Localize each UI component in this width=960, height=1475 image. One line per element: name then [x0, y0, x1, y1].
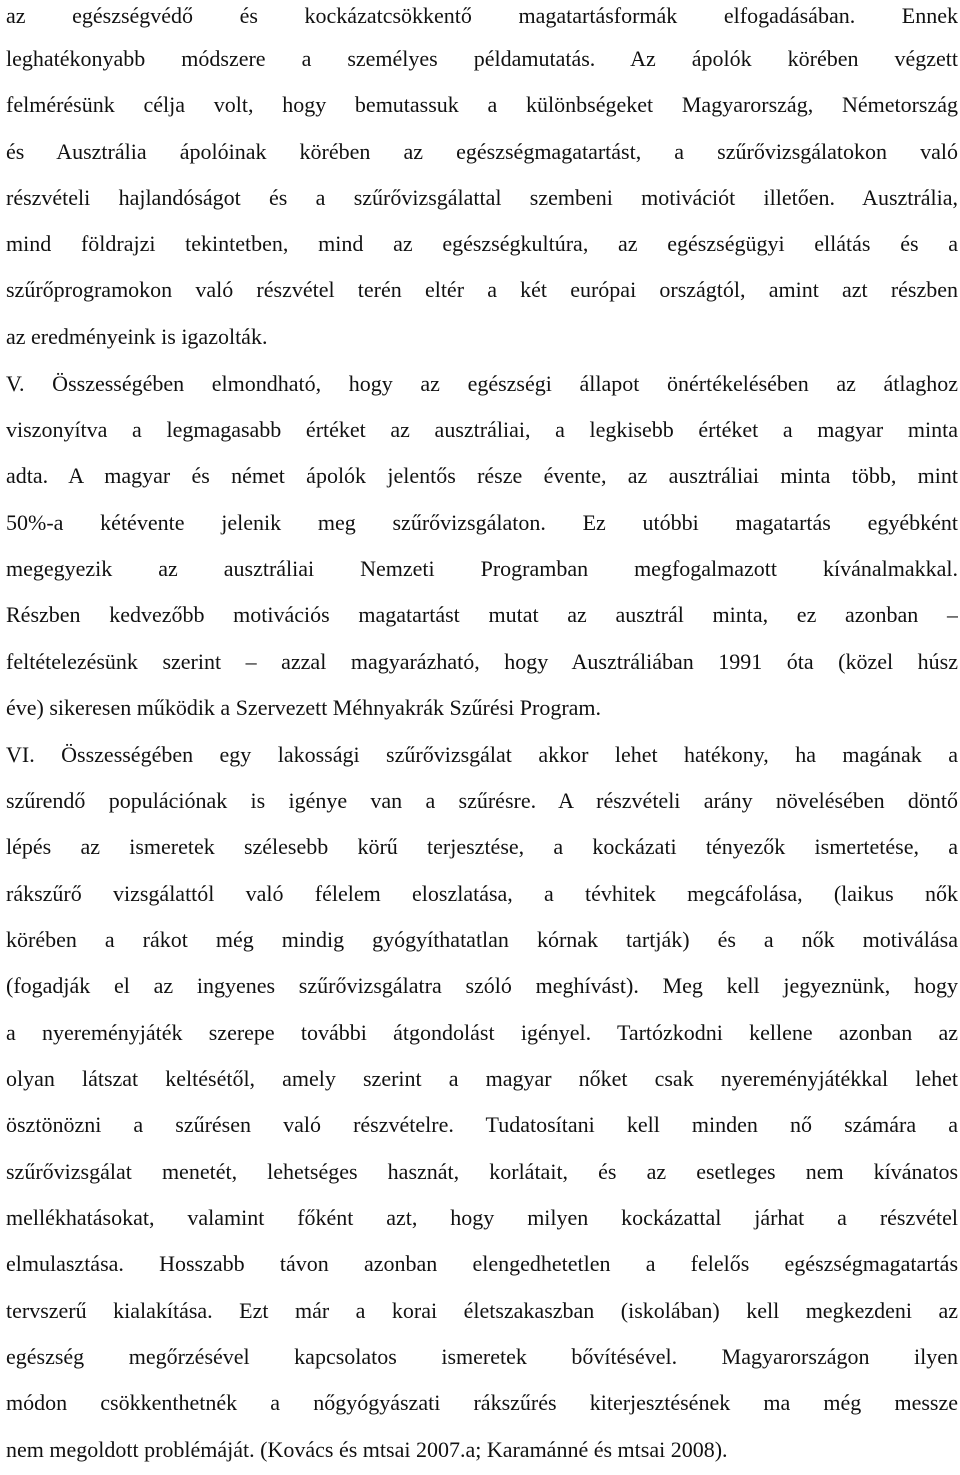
- text-line: adta. A magyar és német ápolók jelentős része évente, az ausztráliai minta több, mint: [6, 463, 958, 488]
- text-line: VI. Összességében egy lakossági szűrővizsgálat akkor lehet hatékony, ha magának a: [6, 742, 958, 767]
- text-line: éve) sikeresen működik a Szervezett Méhnyakrák Szűrési Program.: [6, 695, 602, 720]
- text-line: (fogadják el az ingyenes szűrővizsgálatra szóló meghívást). Meg kell jegyeznünk, hogy: [6, 973, 958, 998]
- text-line: a nyereményjáték szerepe további átgondolást igényel. Tartózkodni kellene azonban az: [6, 1020, 958, 1045]
- text-line: az egészségvédő és kockázatcsökkentő magatartásformák elfogadásában. Ennek: [6, 3, 958, 28]
- text-line: megegyezik az ausztráliai Nemzeti Programban megfogalmazott kívánalmakkal.: [6, 556, 958, 581]
- text-line: mellékhatásokat, valamint főként azt, hogy milyen kockázattal járhat a részvétel: [6, 1205, 958, 1230]
- text-line: viszonyítva a legmagasabb értéket az ausztráliai, a legkisebb értéket a magyar minta: [6, 417, 958, 442]
- text-line: körében a rákot még mindig gyógyíthatatlan kórnak tartják) és a nők motiválása: [6, 927, 958, 952]
- text-line: szűrőprogramokon való részvétel terén eltér a két európai országtól, amint azt részben: [6, 277, 958, 302]
- text-line: leghatékonyabb módszere a személyes példamutatás. Az ápolók körében végzett: [6, 46, 958, 71]
- text-line: V. Összességében elmondható, hogy az egészségi állapot önértékelésében az átlaghoz: [6, 371, 958, 396]
- text-line: tervszerű kialakítása. Ezt már a korai életszakaszban (iskolában) kell megkezdeni az: [6, 1298, 958, 1323]
- text-line: Részben kedvezőbb motivációs magatartást mutat az ausztrál minta, ez azonban –: [6, 602, 958, 627]
- text-line: elmulasztása. Hosszabb távon azonban elengedhetetlen a felelős egészségmagatartás: [6, 1251, 958, 1276]
- text-line: nem megoldott problémáját. (Kovács és mtsai 2007.a; Karamánné és mtsai 2008).: [6, 1437, 728, 1462]
- text-line: szűrendő populációnak is igénye van a szűrésre. A részvételi arány növelésében döntő: [6, 788, 958, 813]
- text-line: mind földrajzi tekintetben, mind az egészségkultúra, az egészségügyi ellátás és a: [6, 231, 958, 256]
- text-line: ösztönözni a szűrésen való részvételre. Tudatosítani kell minden nő számára a: [6, 1112, 958, 1137]
- text-line: lépés az ismeretek szélesebb körű terjesztése, a kockázati tényezők ismertetése, a: [6, 834, 958, 859]
- text-line: 50%-a kétévente jelenik meg szűrővizsgálaton. Ez utóbbi magatartás egyébként: [6, 510, 958, 535]
- text-line: rákszűrő vizsgálattól való félelem eloszlatása, a tévhitek megcáfolása, (laikus nők: [6, 881, 958, 906]
- text-line: szűrővizsgálat menetét, lehetséges hasznát, korlátait, és az esetleges nem kívánatos: [6, 1159, 958, 1184]
- text-line: felmérésünk célja volt, hogy bemutassuk a különbségeket Magyarország, Németország: [6, 92, 958, 117]
- text-line: módon csökkenthetnék a nőgyógyászati rákszűrés kiterjesztésének ma még messze: [6, 1390, 958, 1415]
- text-line: egészség megőrzésével kapcsolatos ismeretek bővítésével. Magyarországon ilyen: [6, 1344, 958, 1369]
- text-line: feltételezésünk szerint – azzal magyarázható, hogy Ausztráliában 1991 óta (közel húsz: [6, 649, 958, 674]
- text-line: olyan látszat keltésétől, amely szerint a magyar nőket csak nyereményjátékkal lehet: [6, 1066, 958, 1091]
- text-line: és Ausztrália ápolóinak körében az egészségmagatartást, a szűrővizsgálatokon való: [6, 139, 958, 164]
- text-line: az eredményeink is igazolták.: [6, 324, 268, 349]
- text-line: részvételi hajlandóságot és a szűrővizsgálattal szembeni motivációt illetően. Ausztrália,: [6, 185, 958, 210]
